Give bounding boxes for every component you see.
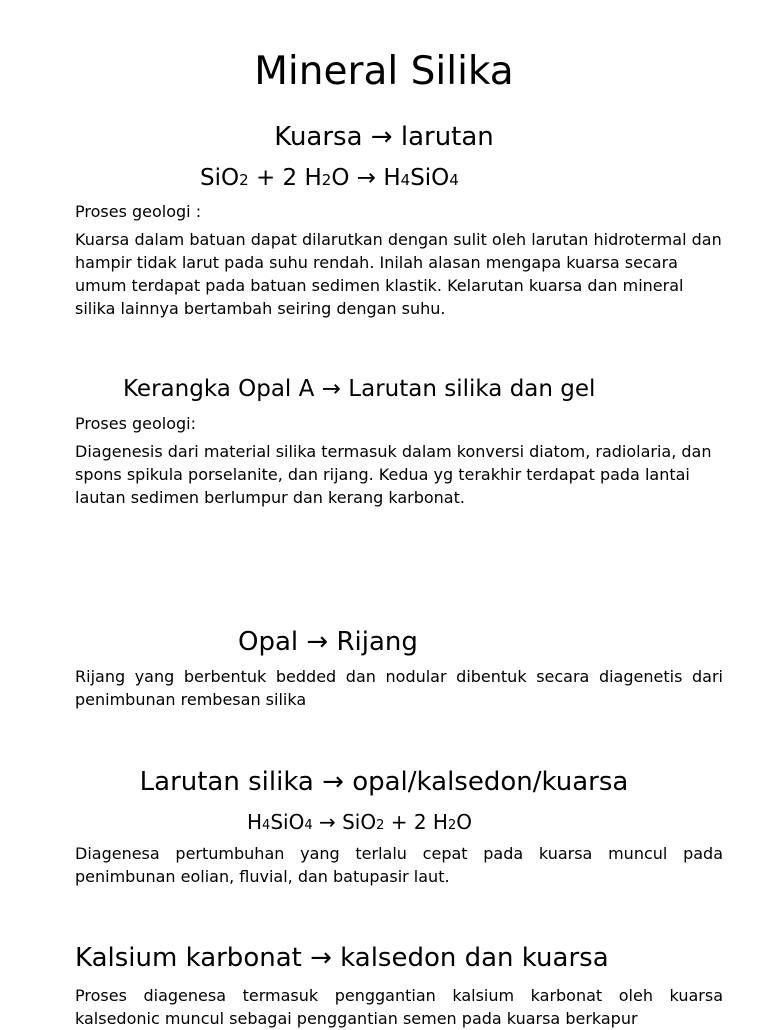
- section3-heading-right: Rijang: [336, 627, 418, 657]
- section1-heading-left: Kuarsa: [274, 122, 363, 152]
- section2-label: Proses geologi:: [75, 414, 196, 433]
- section5-heading: [75, 942, 609, 974]
- eq-subscript: 2: [447, 818, 457, 833]
- arrow-right-icon: →: [318, 810, 336, 834]
- section1-heading: [0, 121, 768, 153]
- arrow-right-icon: →: [322, 767, 344, 797]
- section5-body: Proses diagenesa termasuk penggantian kalsium karbonat oleh kuarsa kalsedonic muncul sebagai penggantian semen pada kuarsa berkapur: [75, 986, 723, 1028]
- eq-term: SiO: [270, 810, 305, 834]
- section5-heading-right: kalsedon dan kuarsa: [340, 943, 609, 973]
- arrow-right-icon: →: [370, 122, 393, 152]
- section2-body: Diagenesis dari material silika termasuk dalam konversi diatom, radiolaria, dan spons spikula porselanite, dan rijang. Kedua yg terakhir terdapat pada lantai lautan sedimen berlumpur dan kerang karbonat.: [75, 442, 712, 507]
- section2-heading-right: Larutan silika dan gel: [348, 376, 596, 402]
- eq-term: SiO: [335, 810, 377, 834]
- section4-body: Diagenesa pertumbuhan yang terlalu cepat pada kuarsa muncul pada penimbunan eolian, fluvial, dan batupasir laut.: [75, 844, 723, 886]
- eq-term: SiO: [410, 165, 450, 191]
- eq-term: + 2 H: [248, 165, 322, 191]
- eq-subscript: 2: [321, 171, 332, 189]
- eq-term: O: [331, 165, 357, 191]
- section4-equation: [247, 808, 472, 840]
- section3-heading-left: Opal: [238, 627, 299, 657]
- eq-subscript: 2: [376, 818, 385, 833]
- arrow-right-icon: →: [310, 943, 332, 973]
- section1-body: Kuarsa dalam batuan dapat dilarutkan dengan sulit oleh larutan hidrotermal dan hampir tidak larut pada suhu rendah. Inilah alasan mengapa kuarsa secara umum terdapat pada batuan sedimen klastik. Kelarutan kuarsa dan mineral silika lainnya bertambah seiring dengan suhu.: [75, 230, 722, 318]
- section2-heading: [123, 374, 595, 404]
- section1-label: Proses geologi :: [75, 202, 202, 221]
- page-title: Mineral Silika: [254, 49, 514, 94]
- section4-heading-right: opal/kalsedon/kuarsa: [352, 767, 629, 797]
- arrow-right-icon: →: [306, 627, 329, 657]
- section3-heading: [238, 626, 418, 658]
- section1-heading-right: larutan: [400, 122, 494, 152]
- arrow-right-icon: →: [356, 165, 377, 191]
- eq-term: H: [247, 810, 263, 834]
- section1-equation: [200, 163, 459, 195]
- arrow-right-icon: →: [321, 376, 341, 402]
- section3-body: Rijang yang berbentuk bedded dan nodular dibentuk secara diagenetis dari penimbunan rembesan silika: [75, 667, 723, 709]
- eq-subscript: 2: [239, 171, 249, 189]
- eq-term: + 2 H: [384, 810, 448, 834]
- section2-heading-left: Kerangka Opal A: [123, 376, 315, 402]
- eq-subscript: 4: [400, 171, 411, 189]
- eq-subscript: 4: [449, 171, 459, 189]
- eq-term: H: [376, 165, 401, 191]
- section4-heading-left: Larutan silika: [139, 767, 314, 797]
- section4-heading: [0, 766, 768, 798]
- eq-term: SiO: [200, 165, 240, 191]
- eq-term: O: [456, 810, 472, 834]
- eq-subscript: 4: [262, 818, 271, 833]
- eq-subscript: 4: [304, 818, 313, 833]
- section5-heading-left: Kalsium karbonat: [75, 943, 302, 973]
